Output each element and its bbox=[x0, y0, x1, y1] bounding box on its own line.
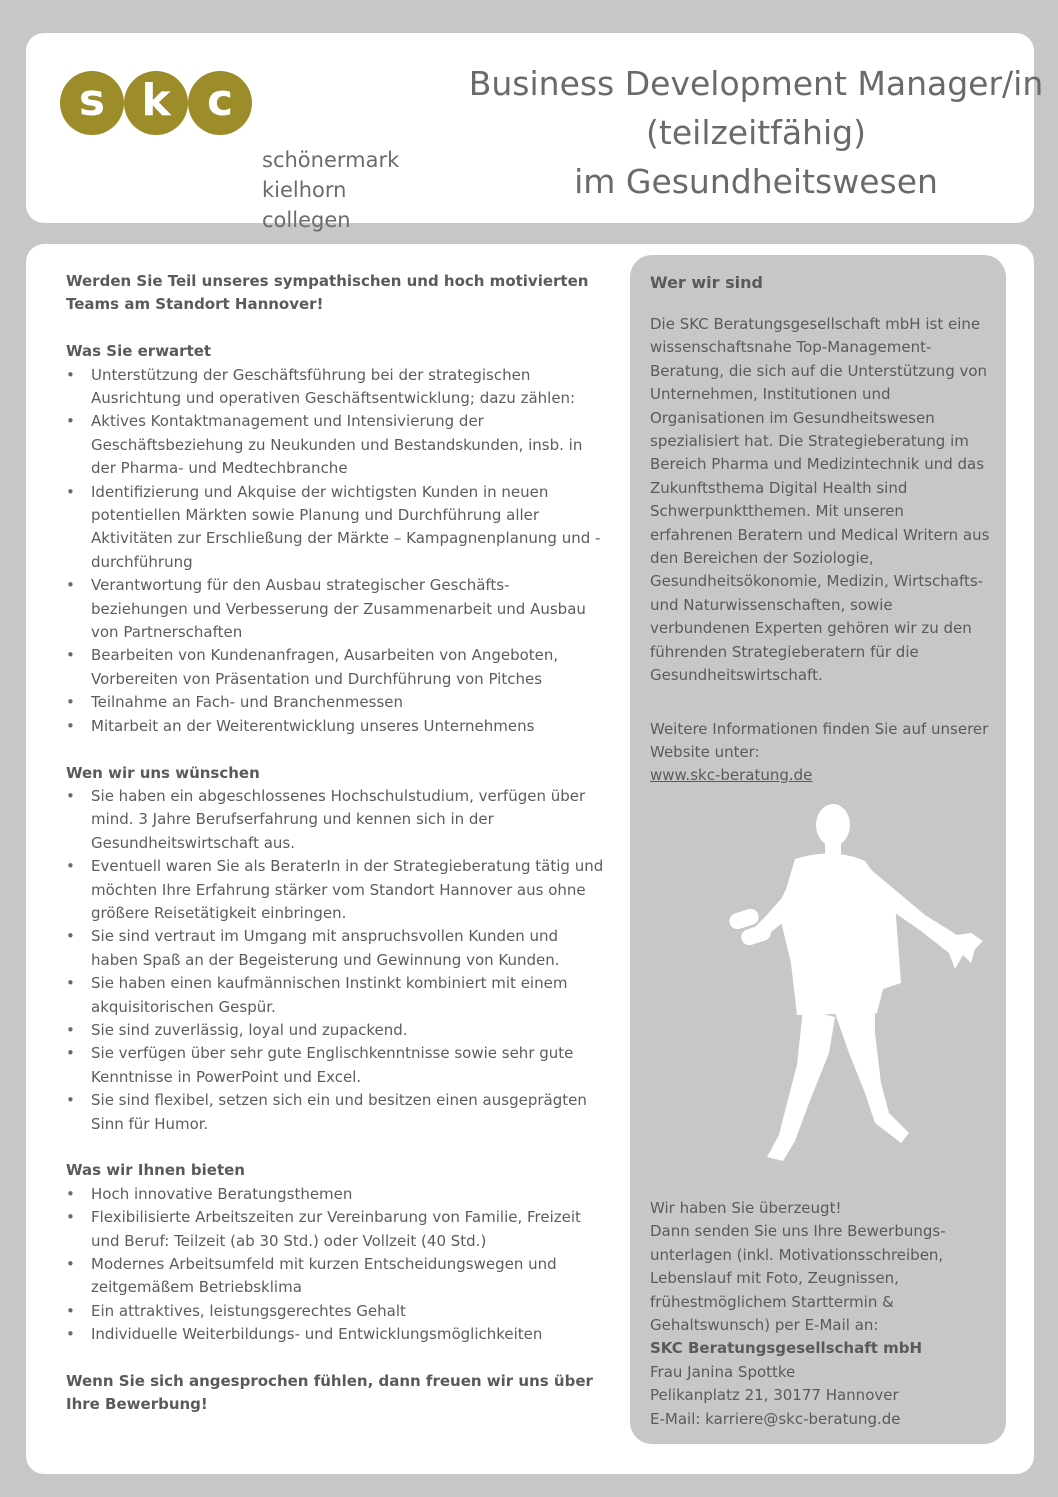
list-item: • Flexibilisierte Arbeitszeiten zur Vereinbarung von Familie, Freizeit und Beruf: Teilzeit (ab 30 Std.) oder Vollzeit (40 Std.) bbox=[66, 1206, 606, 1253]
logo-circle-s: s bbox=[60, 71, 124, 135]
intro-text: Werden Sie Teil unseres sympathischen und hoch motivierten Teams am Standort Hannover! bbox=[66, 272, 589, 314]
logo-circle-k: k bbox=[124, 71, 188, 135]
list-item: • Sie sind zuverlässig, loyal und zupackend. bbox=[66, 1019, 606, 1042]
more-info-text: Weitere Informationen finden Sie auf unserer Website unter: bbox=[650, 719, 989, 761]
email: E-Mail: karriere@skc-beratung.de bbox=[650, 1409, 901, 1428]
contact-section bbox=[650, 1197, 990, 1431]
list-item: • Mitarbeit an der Weiterentwicklung unseres Unternehmens bbox=[66, 715, 606, 738]
list-item: • Eventuell waren Sie als BeraterIn in der Strategieberatung tätig und möchten Ihre Erfahrung stärker vom Standort Hannover aus ohne größere Reisetätigkeit einbringen. bbox=[66, 855, 606, 925]
logo-wordmark: schönermark kielhorn collegen bbox=[262, 148, 400, 232]
closing-text: Wenn Sie sich angesprochen fühlen, dann freuen wir uns über Ihre Bewerbung! bbox=[66, 1372, 593, 1414]
about-text: Die SKC Beratungsgesellschaft mbH ist eine wissenschaftsnahe Top-Management-Beratung, die sich auf die Unterstützung von Unternehmen, Institutionen und Organisationen im Gesundheitswesen spezialisiert hat. Die Strategieberatung im Bereich Pharma und Medizintechnik und das Zukunftsthema Digital Health sind Schwerpunktthemen. Mit unseren erfahrenen Beratern und Medical Writern aus den Bereichen der Soziologie, Gesundheitsökonomie, Medizin, Wirtschafts- und Naturwissenschaften, sowie verbundenen Experten gehören wir zu den führenden Strategieberatern für die Gesundheitswirtschaft. bbox=[650, 315, 990, 685]
list-item: • Sie haben einen kaufmännischen Instinkt kombiniert mit einem akquisitorischen Gespür. bbox=[66, 972, 606, 1019]
list-item: • Modernes Arbeitsumfeld mit kurzen Entscheidungswegen und zeitgemäßem Betriebsklima bbox=[66, 1253, 606, 1300]
list-item: • Sie verfügen über sehr gute Englischkenntnisse sowie sehr gute Kenntnisse in PowerPoint und Excel. bbox=[66, 1042, 606, 1089]
website-link[interactable]: www.skc-beratung.de bbox=[650, 766, 813, 785]
list-item: • Verantwortung für den Ausbau strategischer Geschäfts-beziehungen und Verbesserung der Zusammenarbeit und Ausbau von Partnerschaften bbox=[66, 574, 606, 644]
about-section bbox=[650, 271, 990, 788]
offer-list bbox=[66, 1183, 606, 1347]
job-title: Business Development Manager/in (teilzeitfähig) im Gesundheitswesen bbox=[468, 64, 1044, 201]
wish-list bbox=[66, 785, 606, 1136]
businessman-binoculars-illustration bbox=[725, 803, 985, 1163]
logo-circle-c: c bbox=[188, 71, 252, 135]
job-description bbox=[66, 270, 606, 1417]
list-item: • Unterstützung der Geschäftsführung bei der strategischen Ausrichtung und operativen Geschäftsentwicklung; dazu zählen: bbox=[66, 364, 606, 411]
expect-list bbox=[66, 364, 606, 739]
list-item: • Sie sind vertraut im Umgang mit anspruchsvollen Kunden und haben Spaß an der Begeisterung und Gewinnung von Kunden. bbox=[66, 925, 606, 972]
list-item: • Individuelle Weiterbildungs- und Entwicklungsmöglichkeiten bbox=[66, 1323, 606, 1346]
list-item: • Hoch innovative Beratungsthemen bbox=[66, 1183, 606, 1206]
sidebar-heading: Wer wir sind bbox=[650, 273, 763, 292]
section-heading-expect: Was Sie erwartet bbox=[66, 342, 212, 361]
list-item: • Sie sind flexibel, setzen sich ein und besitzen einen ausgeprägten Sinn für Humor. bbox=[66, 1089, 606, 1136]
apply-text: Dann senden Sie uns Ihre Bewerbungs-unterlagen (inkl. Motivationsschreiben, Lebenslauf mit Foto, Zeugnissen, frühestmöglichem Starttermin & Gehaltswunsch) per E-Mail an: bbox=[650, 1222, 946, 1335]
convinced-text: Wir haben Sie überzeugt! bbox=[650, 1199, 842, 1217]
list-item: • Teilnahme an Fach- und Branchenmessen bbox=[66, 691, 606, 714]
section-heading-wish: Wen wir uns wünschen bbox=[66, 763, 260, 782]
skc-logo bbox=[60, 71, 420, 232]
company-name: SKC Beratungsgesellschaft mbH bbox=[650, 1339, 923, 1358]
list-item: • Identifizierung und Akquise der wichtigsten Kunden in neuen potentiellen Märkten sowie Planung und Durchführung aller Aktivitäten zur Erschließung der Märkte – Kampagnenplanung und -durchführung bbox=[66, 481, 606, 575]
sidebar bbox=[630, 255, 1006, 1444]
list-item: • Ein attraktives, leistungsgerechtes Gehalt bbox=[66, 1300, 606, 1323]
list-item: • Sie haben ein abgeschlossenes Hochschulstudium, verfügen über mind. 3 Jahre Berufserfahrung und kennen sich in der Gesundheitswirtschaft aus. bbox=[66, 785, 606, 855]
main-card bbox=[26, 244, 1034, 1474]
address: Pelikanplatz 21, 30177 Hannover bbox=[650, 1386, 899, 1405]
list-item: • Aktives Kontaktmanagement und Intensivierung der Geschäftsbeziehung zu Neukunden und Bestandskunden, insb. in der Pharma- und Medtechbranche bbox=[66, 410, 606, 480]
section-heading-offer: Was wir Ihnen bieten bbox=[66, 1161, 245, 1180]
contact-name: Frau Janina Spottke bbox=[650, 1362, 796, 1381]
list-item: • Bearbeiten von Kundenanfragen, Ausarbeiten von Angeboten, Vorbereiten von Präsentation und Durchführung von Pitches bbox=[66, 644, 606, 691]
header-card bbox=[26, 33, 1044, 232]
